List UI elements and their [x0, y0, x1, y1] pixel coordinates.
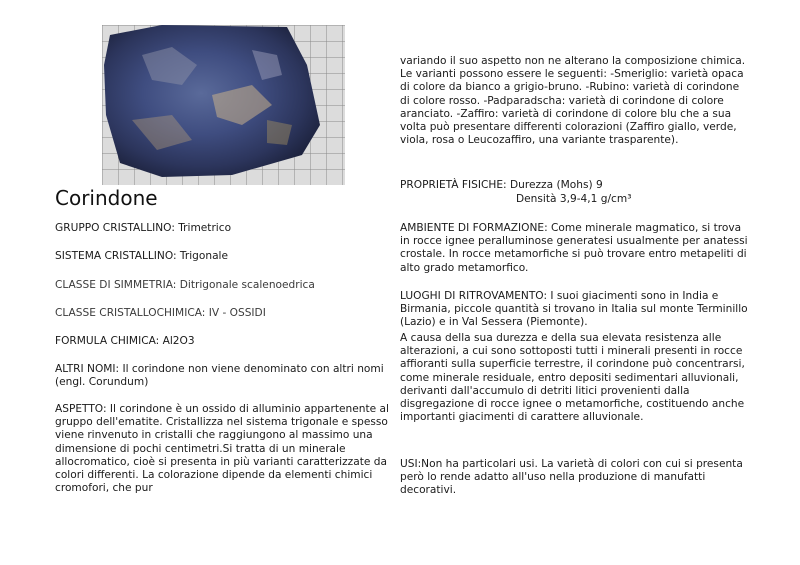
- classe-cristallochimica: CLASSE CRISTALLOCHIMICA: IV - OSSIDI: [55, 307, 266, 319]
- luoghi-ritrovamento: LUOGHI DI RITROVAMENTO: I suoi giacimenti sono in India e Birmania, piccole quantità si trovano in Italia sul monte Terminillo (Lazio) e in Val Sessera (Piemonte).: [400, 290, 748, 329]
- usi: USI:Non ha particolari usi. La varietà di colori con cui si presenta però lo rende adatto all'uso nella produzione di manufatti decorativi.: [400, 458, 743, 497]
- sistema-cristallino: SISTEMA CRISTALLINO: Trigonale: [55, 250, 229, 262]
- page-title: Corindone: [55, 186, 158, 210]
- aspetto: ASPETTO: Il corindone è un ossido di alluminio appartenente al gruppo dell'ematite. Cristallizza nel sistema trigonale e spesso viene rinvenuto in cristalli che raggiungono al massimo una dimensione di pochi centimetri.Si tratta di un minerale allocromatico, cioè si presenta in più varianti caratterizzate da colori differenti. La colorazione dipende da elementi chimici cromofori, che pur: [55, 403, 389, 495]
- formula-chimica: FORMULA CHIMICA: Al2O3: [55, 335, 195, 347]
- gruppo-cristallino: GRUPPO CRISTALLINO: Trimetrico: [55, 222, 232, 234]
- aspetto-continuation: variando il suo aspetto non ne alterano la composizione chimica. Le varianti possono essere le seguenti: -Smeriglio: varietà opaca di colore da bianco a grigio-bruno. -Rubino: varietà di corindone di colore rosso. -Padparadscha: varietà di corindone di colore aranciato. -Zaffiro: varietà di corindone di colore blu che a sua volta può presentare differenti colorazioni (Zaffiro giallo, verde, viola, rosa o Leucozaffiro, una variante trasparente).: [400, 55, 746, 147]
- proprieta-fisiche: PROPRIETÀ FISICHE: Durezza (Mohs) 9: [400, 179, 603, 191]
- classe-simmetria: CLASSE DI SIMMETRIA: Ditrigonale scalenoedrica: [55, 279, 315, 291]
- densita: Densità 3,9-4,1 g/cm³: [516, 193, 632, 205]
- luoghi-continuation: A causa della sua durezza e della sua elevata resistenza alle alterazioni, a cui sono sottoposti tutti i minerali presenti in rocce affioranti sulla superficie terrestre, il corindone può concentrarsi, come minerale residuale, entro depositi sedimentari alluvionali, derivanti dall'accumulo di detriti litici provenienti dalla disgregazione di rocce ignee o metamorfiche, costituendo anche importanti giacimenti di carattere alluvionale.: [400, 332, 745, 424]
- ambiente-formazione: AMBIENTE DI FORMAZIONE: Come minerale magmatico, si trova in rocce ignee peralluminose generatesi usualmente per anatessi crostale. In rocce metamorfiche si può trovare entro metapeliti di alto grado metamorfico.: [400, 222, 748, 274]
- mineral-photo: [102, 25, 345, 185]
- altri-nomi: ALTRI NOMI: Il corindone non viene denominato con altri nomi (engl. Corundum): [55, 363, 384, 389]
